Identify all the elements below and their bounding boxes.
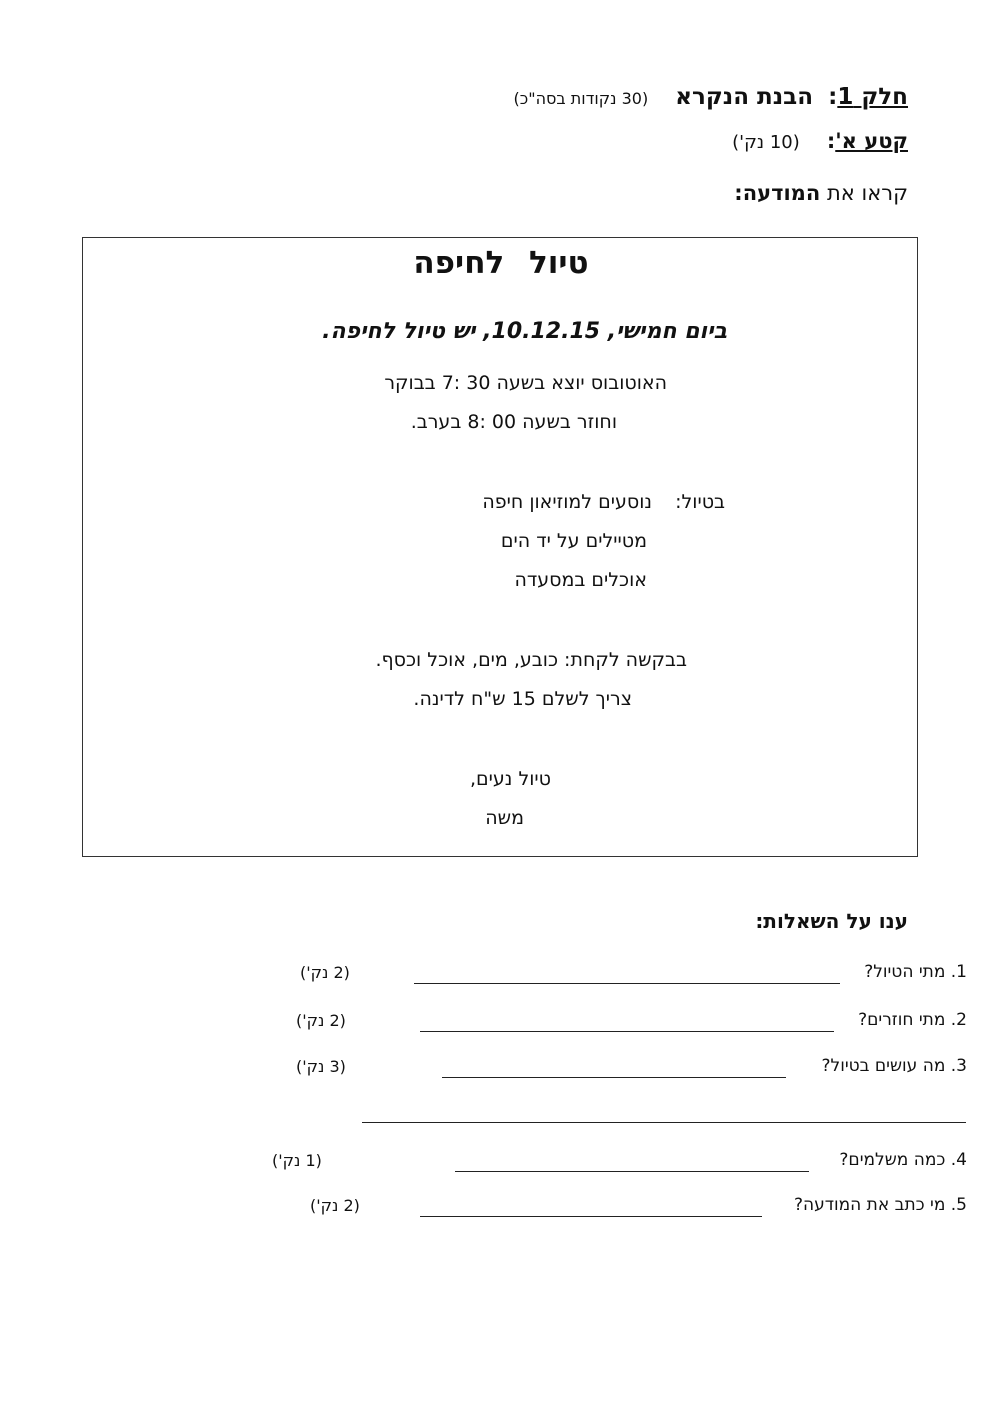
notice-bus-return: וחוזר בשעה 00 :8 בערב. bbox=[410, 411, 617, 433]
answer-line[interactable] bbox=[442, 1077, 786, 1078]
reading-instruction bbox=[734, 183, 908, 204]
question-text: 5. מי כתב את המודעה? bbox=[793, 1195, 967, 1215]
answer-line[interactable] bbox=[420, 1216, 762, 1217]
question-points: (2 נק') bbox=[300, 963, 350, 982]
question-text: 3. מה עושים בטיול? bbox=[821, 1056, 967, 1076]
part-colon: : bbox=[828, 84, 838, 110]
question-points: (3 נק') bbox=[296, 1057, 346, 1076]
questions-heading: ענו על השאלות: bbox=[755, 909, 908, 933]
question-points: (2 נק') bbox=[296, 1011, 346, 1030]
question-item bbox=[0, 964, 1000, 988]
question-item bbox=[0, 1012, 1000, 1036]
notice-bus-departure: האוטובוס יוצא בשעה 30 :7 בבוקר bbox=[384, 372, 667, 394]
answer-line[interactable] bbox=[455, 1171, 809, 1172]
section-title: קטע א' bbox=[835, 129, 908, 153]
notice-box bbox=[82, 237, 918, 857]
notice-activity-item: מטיילים על יד הים bbox=[500, 530, 647, 552]
section-colon: : bbox=[826, 129, 836, 153]
notice-signature: משה bbox=[485, 807, 524, 829]
notice-activities-label: בטיול: bbox=[675, 491, 725, 513]
answer-line-extra[interactable] bbox=[362, 1122, 966, 1123]
notice-bring-list: בבקשה לקחת: כובע, מים, אוכל וכסף. bbox=[375, 649, 687, 671]
question-points: (1 נק') bbox=[272, 1151, 322, 1170]
question-text: 1. מתי הטיול? bbox=[864, 962, 967, 982]
answer-line[interactable] bbox=[420, 1031, 834, 1032]
notice-activity-item: נוסעים למוזיאון חיפה bbox=[482, 491, 652, 513]
notice-closing: טיול נעים, bbox=[470, 768, 551, 790]
section-heading bbox=[732, 131, 908, 152]
question-item bbox=[0, 1197, 1000, 1221]
answer-line[interactable] bbox=[414, 983, 840, 984]
question-item bbox=[0, 1058, 1000, 1082]
part-title: חלק 1 bbox=[837, 84, 908, 110]
part-heading bbox=[514, 86, 908, 109]
question-item bbox=[0, 1152, 1000, 1176]
notice-headline: ביום חמישי, 10.12.15, יש טיול לחיפה. bbox=[322, 319, 727, 344]
question-points: (2 נק') bbox=[310, 1196, 360, 1215]
question-text: 4. כמה משלמים? bbox=[839, 1150, 967, 1170]
instruction-suffix: : bbox=[734, 181, 743, 205]
part-points: (30 נקודות בסה"כ) bbox=[513, 89, 649, 108]
notice-payment: צריך לשלם 15 ש"ח לדינה. bbox=[413, 688, 632, 710]
section-points: (10 נק') bbox=[732, 132, 800, 153]
question-text: 2. מתי חוזרים? bbox=[858, 1010, 967, 1030]
instruction-bold: המודעה bbox=[742, 181, 821, 205]
notice-title: טיול לחיפה bbox=[413, 245, 589, 281]
part-subject: הבנת הנקרא bbox=[675, 84, 814, 110]
instruction-prefix: קראו את bbox=[820, 181, 908, 205]
notice-activity-item: אוכלים במסעדה bbox=[514, 569, 647, 591]
